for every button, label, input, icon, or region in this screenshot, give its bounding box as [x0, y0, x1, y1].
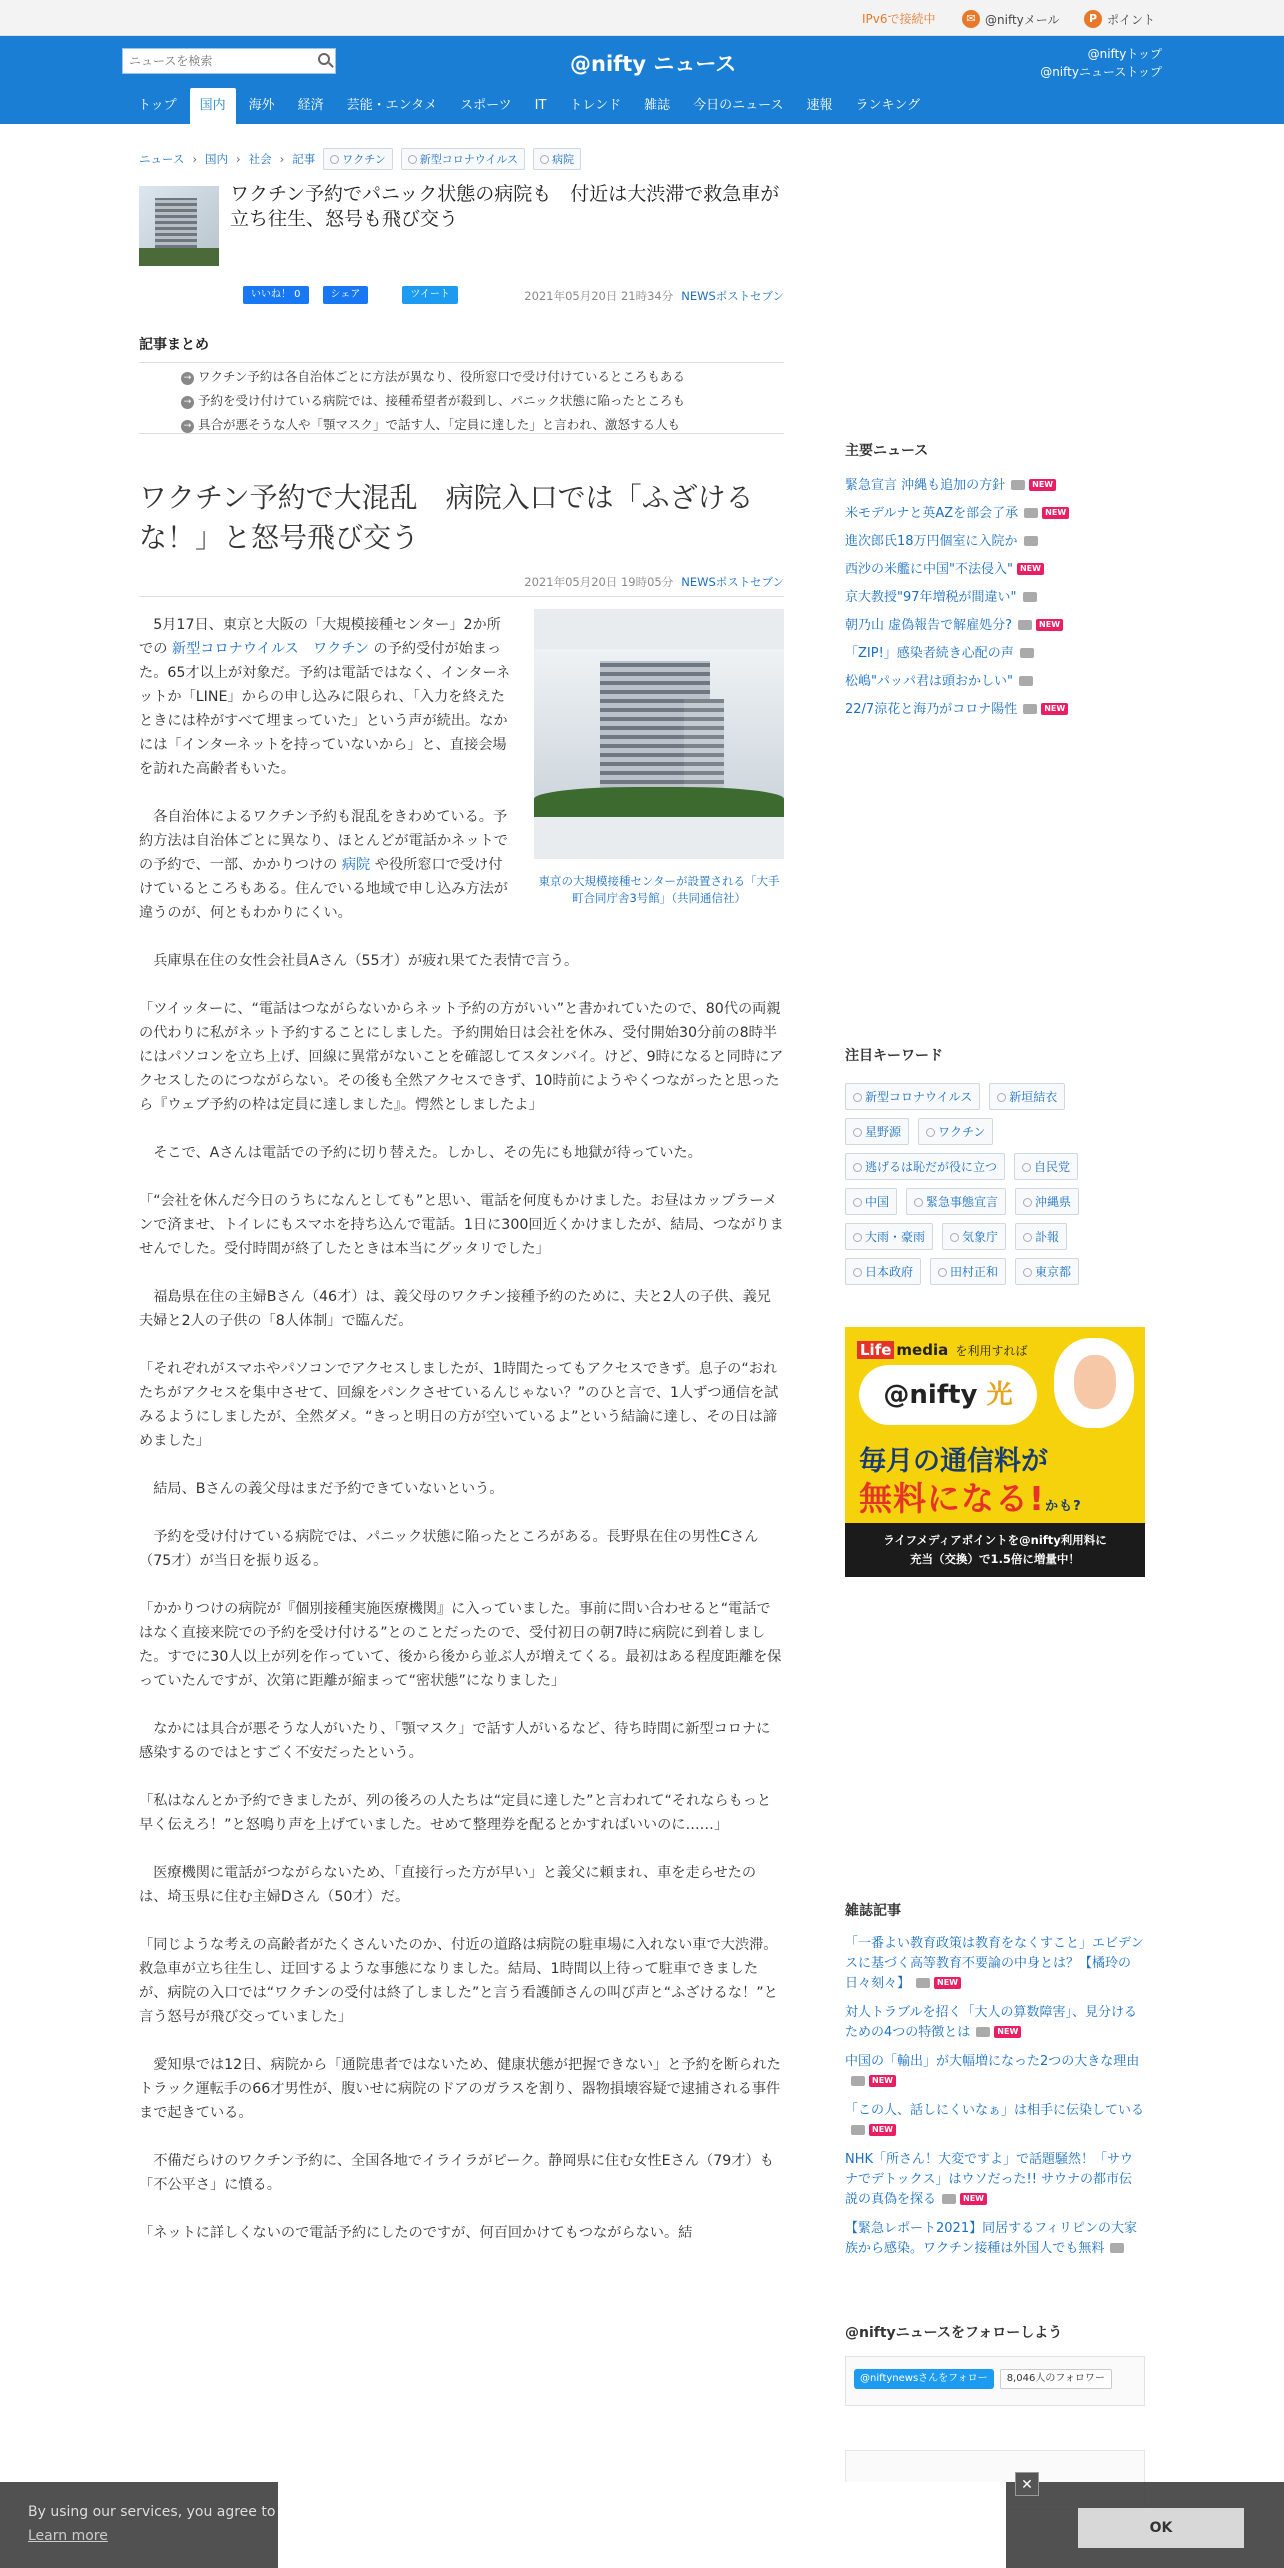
- camera-icon: [1023, 704, 1037, 714]
- main-news-item[interactable]: [845, 612, 1145, 640]
- main-news-item[interactable]: [845, 668, 1145, 696]
- quote-paragraph: 「“会社を休んだ今日のうちになんとしても”と思い、電話を何度もかけました。お昼はカップラーメンで済ませ、トイレにもスマホを持ち込んで電話。1日に300回近くかけましたが、結局、つながりませんでした。受付時間が終了したときは本当にグッタリでした」: [139, 1193, 784, 1257]
- magazine-link[interactable]: 「一番よい教育政策は教育をなくすこと」エビデンスに基づく高等教育不要論の中身とは？【橘玲の日々刻々】: [845, 1936, 1144, 1991]
- share-button[interactable]: シェア: [323, 286, 369, 304]
- story-source-link[interactable]: NEWSポストセブン: [681, 289, 784, 303]
- nav-tab[interactable]: 今日のニュース: [693, 98, 784, 113]
- magazine-link[interactable]: 対人トラブルを招く「大人の算数障害」、見分けるための4つの特徴とは: [845, 2005, 1137, 2040]
- nav-tab[interactable]: 海外: [248, 98, 275, 113]
- new-badge: NEW: [1036, 619, 1063, 631]
- main-news-item[interactable]: [845, 696, 1145, 724]
- paragraph: 不備だらけのワクチン予約に、全国各地でイライラがピーク。静岡県に住む女性Eさん（79才）も「不公平さ」に憤る。: [139, 2153, 774, 2193]
- link-vaccine[interactable]: ワクチン: [312, 641, 369, 657]
- main-news-item[interactable]: [845, 584, 1145, 612]
- main-column: [139, 148, 784, 2269]
- keywords-section: [845, 1045, 1145, 1285]
- article-body: [139, 613, 784, 2245]
- main-news-link[interactable]: 西沙の米艦に中国"不法侵入": [845, 562, 1013, 577]
- camera-icon: [976, 2027, 990, 2037]
- learn-more-link[interactable]: Learn more: [28, 2528, 108, 2544]
- main-news-list: [845, 472, 1145, 724]
- nav-tab[interactable]: トレンド: [569, 98, 622, 113]
- main-news-title: 主要ニュース: [845, 443, 929, 459]
- nav-tab[interactable]: ランキング: [855, 98, 921, 113]
- camera-icon: [1019, 676, 1033, 686]
- follower-count: 8,046人のフォロワー: [1000, 2369, 1112, 2389]
- photo-image: [534, 609, 784, 859]
- paragraph: 医療機関に電話がつながらないため、「直接行った方が早い」と義父に頼まれ、車を走らせたのは、埼玉県に住む主婦Dさん（50才）だ。: [139, 1865, 757, 1905]
- breadcrumb-article[interactable]: 記事: [292, 152, 316, 166]
- divider: [139, 596, 784, 597]
- keyword-tag[interactable]: 田村正和: [930, 1258, 1006, 1285]
- summary-item: → 具合が悪そうな人や「顎マスク」で話す人、「定員に達した」と言われ、激怒する人も: [181, 413, 784, 437]
- ad-nifty-hikari: @nifty 光: [859, 1365, 1037, 1425]
- point-link[interactable]: [1084, 10, 1155, 28]
- tweet-button[interactable]: ツイート: [402, 286, 458, 304]
- keyword-tag[interactable]: 訃報: [1015, 1223, 1067, 1250]
- quote-paragraph: 「ネットに詳しくないので電話予約にしたのですが、何百回かけてもつながらない。結: [139, 2225, 693, 2241]
- paragraph: 愛知県では12日、病院から「通院患者ではないため、健康状態が把握できない」と予約を断られたトラック運転手の66才男性が、腹いせに病院のドアのガラスを割り、器物損壊容疑で逮捕される事件まで起きている。: [139, 2057, 781, 2121]
- paragraph: そこで、Aさんは電話での予約に切り替えた。しかし、その先にも地獄が待っていた。: [153, 1145, 702, 1161]
- tag-covid[interactable]: 新型コロナウイルス: [401, 148, 525, 170]
- magazine-link[interactable]: 中国の「輸出」が大幅増になった2つの大きな理由: [845, 2054, 1140, 2069]
- nifty-news-logo[interactable]: @nifty ニュース: [570, 52, 737, 76]
- article-title: ワクチン予約で大混乱 病院入口では「ふざけるな！」と怒号飛び交う: [139, 481, 754, 554]
- paragraph: 5月17日、東京と大阪の「大規模接種センター」2か所での 新型コロナウイルス ワクチン の予約受付が始まった。65才以上が対象だ。予約は電話ではなく、インターネットか「LINE」からの申し込みに限られ、「入力を終えたときには枠がすべて埋まっていた」という声が続出。なかには「インターネットを持っていないから」と、直接会場を訪れた高齢者もいた。: [139, 617, 511, 777]
- keyword-tag[interactable]: 気象庁: [942, 1223, 1006, 1250]
- paragraph: 福島県在住の主婦Bさん（46才）は、義父母のワクチン接種予約のために、夫と2人の子供、義兄夫婦と2人の子供の「8人体制」で臨んだ。: [139, 1289, 771, 1329]
- new-badge: NEW: [869, 2124, 896, 2136]
- camera-icon: [942, 2194, 956, 2204]
- sheep-mascot-icon: [1049, 1333, 1139, 1443]
- mail-label: @niftyメール: [985, 12, 1060, 27]
- magazine-link[interactable]: 「この人、話しにくいなぁ」は相手に伝染している: [845, 2103, 1145, 2118]
- lifemedia-ad-banner[interactable]: [845, 1327, 1145, 1577]
- point-icon: P: [1084, 10, 1102, 28]
- paragraph: 兵庫県在住の女性会社員Aさん（55才）が疲れ果てた表情で言う。: [153, 953, 579, 969]
- keyword-tag[interactable]: 沖縄県: [1015, 1188, 1079, 1215]
- main-news-section: [845, 440, 1145, 724]
- photo-caption[interactable]: 東京の大規模接種センターが設置される「大手町合同庁舎3号館」（共同通信社）: [538, 874, 780, 905]
- news-search: [122, 48, 336, 74]
- new-badge: NEW: [994, 2026, 1021, 2038]
- nav-tab[interactable]: 速報: [806, 98, 833, 113]
- new-badge: NEW: [934, 1977, 961, 1989]
- quote-paragraph: 「それぞれがスマホやパソコンでアクセスしましたが、1時間たってもアクセスできず。息子の“おれたちがアクセスを集中させて、回線をパンクさせているんじゃない？”のひと言で、1人ずつ通信を試みるようにしましたが、全然ダメ。“きっと明日の方が空いているよ”という結論に達し、その日は諦めました」: [139, 1361, 779, 1449]
- nav-tab[interactable]: 芸能・エンタメ: [346, 98, 438, 113]
- new-badge: NEW: [869, 2075, 896, 2087]
- story-meta: [524, 288, 784, 304]
- follow-section: [845, 2322, 1145, 2406]
- story-thumbnail: [139, 186, 219, 266]
- category-nav: [128, 88, 933, 124]
- cookie-ok-button[interactable]: OK: [1078, 2508, 1244, 2548]
- nav-tab[interactable]: スポーツ: [460, 98, 512, 113]
- main-news-item[interactable]: [845, 500, 1145, 528]
- overlay-ad-popup: [278, 2482, 1006, 2568]
- camera-icon: [1024, 536, 1038, 546]
- article-date: 2021年05月20日 19時05分: [524, 575, 674, 589]
- magazine-section: [845, 1900, 1145, 2268]
- keyword-tag[interactable]: 中国: [845, 1188, 897, 1215]
- keyword-tag[interactable]: ワクチン: [918, 1118, 993, 1145]
- ad-footer: ライフメディアポイントを@nifty利用料に 充当（交換）で1.5倍に増量中！: [845, 1523, 1145, 1577]
- article-meta: [139, 574, 784, 590]
- nav-tab[interactable]: 経済: [297, 98, 324, 113]
- quote-paragraph: 「同じような考えの高齢者がたくさんいたのか、付近の道路は病院の駐車場に入れない車で大渋滞。救急車が立ち往生し、迂回するような事態になりました。結局、1時間以上待って駐車できましたが、病院の入口では“ワクチンの受付は終了しました”と言う看護師さんの叫び声と“ふざけるな！”と言う怒号が飛び交っていました」: [139, 1937, 778, 2025]
- main-news-link[interactable]: 米モデルナと英AZを部会了承: [845, 506, 1019, 521]
- ad-line1: 毎月の通信料が: [859, 1446, 1048, 1477]
- paragraph: なかには具合が悪そうな人がいたり、「顎マスク」で話す人がいるなど、待ち時間に新型コロナに感染するのではとすごく不安だったという。: [139, 1721, 771, 1761]
- quote-paragraph: 「私はなんとか予約できましたが、列の後ろの人たちは“定員に達した”と言われて“それならもっと早く伝えろ！”と怒鳴り声を上げていました。せめて整理券を配るとかすればいいのに……」: [139, 1793, 772, 1833]
- follow-widget: [845, 2356, 1145, 2406]
- magazine-link[interactable]: NHK「所さん！大変ですよ」で話題騒然！「サウナでデトックス」はウソだった!! サウナの都市伝説の真偽を探る: [845, 2152, 1134, 2207]
- social-buttons: [243, 286, 458, 304]
- twitter-follow-button[interactable]: @niftynewsさんをフォロー: [854, 2369, 994, 2389]
- paragraph: 結局、Bさんの義父母はまだ予約できていないという。: [153, 1481, 504, 1497]
- ad-brand: Life media を利用すれば: [857, 1341, 1027, 1359]
- new-badge: NEW: [1041, 703, 1068, 715]
- follow-title: @niftyニュースをフォローしよう: [845, 2325, 1063, 2341]
- camera-icon: [851, 2076, 865, 2086]
- main-news-link[interactable]: 進次郎氏18万円個室に入院か: [845, 534, 1018, 549]
- paragraph: 各自治体によるワクチン予約も混乱をきわめている。予約方法は自治体ごとに異なり、ほとんどが電話かネットでの予約で、一部、かかりつけの 病院 や役所窓口で受け付けているところもある。住んでいる地域で申し込み方法が違うのが、何ともわかりにくい。: [139, 809, 508, 921]
- main-news-item[interactable]: [845, 528, 1145, 556]
- paragraph: 予約を受け付けている病院では、パニック状態に陥ったところがある。長野県在住の男性Cさん（75才）が当日を振り返る。: [139, 1529, 759, 1569]
- story-title: ワクチン予約でパニック状態の病院も 付近は大渋滞で救急車が立ち往生、怒号も飛び交う: [230, 183, 780, 230]
- magazine-item[interactable]: [845, 2101, 1145, 2141]
- like-button[interactable]: いいね！ 0: [243, 286, 309, 304]
- quote-paragraph: 「かかりつけの病院が『個別接種実施医療機関』に入っていました。事前に問い合わせると“電話ではなく直接来院での予約を受け付ける”とのことだったので、受付初日の朝7時に病院に到着しました。すでに30人以上が列を作っていて、後から後から並ぶ人が増えてくる。最初はある程度距離を保っていたんですが、次第に距離が縮まって“密状態”になりました」: [139, 1601, 782, 1689]
- magazine-item[interactable]: [845, 2219, 1145, 2259]
- keyword-tag[interactable]: 逃げるは恥だが役に立つ: [845, 1153, 1005, 1180]
- magazine-item[interactable]: [845, 2003, 1145, 2043]
- camera-icon: [1024, 508, 1038, 518]
- keyword-tag[interactable]: 新型コロナウイルス: [845, 1083, 980, 1110]
- main-news-item[interactable]: [845, 472, 1145, 500]
- keyword-list: [845, 1083, 1145, 1285]
- ipv6-status: IPv6で接続中: [862, 12, 936, 26]
- magazine-list: [845, 1934, 1145, 2259]
- top-utility-bar: [0, 0, 1284, 36]
- story-header: [139, 183, 784, 303]
- nifty-news-top-link[interactable]: @niftyニューストップ: [1040, 65, 1162, 79]
- story-date: 2021年05月20日 21時34分: [524, 289, 674, 303]
- main-news-link[interactable]: 松嶋"パッパ君は頭おかしい": [845, 674, 1013, 689]
- breadcrumb-society[interactable]: 社会: [248, 152, 272, 166]
- nav-tab[interactable]: 国内: [190, 88, 236, 124]
- breadcrumb: ニュース › 国内 › 社会 › 記事 ワクチン 新型コロナウイルス 病院: [139, 148, 784, 170]
- camera-icon: [1023, 592, 1037, 602]
- main-news-link[interactable]: 朝乃山 虚偽報告で解雇処分?: [845, 618, 1013, 633]
- mail-icon: ✉: [962, 10, 980, 28]
- camera-icon: [1018, 620, 1032, 630]
- tag-vaccine[interactable]: ワクチン: [323, 148, 392, 170]
- magazine-item[interactable]: [845, 2150, 1145, 2210]
- keyword-tag[interactable]: 日本政府: [845, 1258, 921, 1285]
- new-badge: NEW: [1017, 563, 1044, 575]
- nav-tab[interactable]: IT: [534, 98, 547, 113]
- tag-hospital[interactable]: 病院: [533, 148, 581, 170]
- point-label: ポイント: [1107, 12, 1156, 27]
- main-news-link[interactable]: 「ZIP!」感染者続き心配の声: [845, 646, 1014, 661]
- main-news-link[interactable]: 緊急宣言 沖縄も追加の方針: [845, 478, 1006, 493]
- link-covid[interactable]: 新型コロナウイルス: [171, 641, 299, 657]
- link-hospital[interactable]: 病院: [341, 857, 371, 873]
- summary-list: [139, 362, 784, 434]
- quote-paragraph: 「ツイッターに、“電話はつながらないからネット予約の方がいい”と書かれていたので、80代の両親の代わりに私がネット予約することにしました。予約開始日は会社を休み、受付開始30分前の8時半にはパソコンを立ち上げ、回線に異常がないことを確認してスタンバイ。けど、9時になると同時にアクセスしたのにつながらない。その後も全然アクセスできず、10時前にようやくつながったと思ったら『ウェブ予約の枠は定員に達しました』。愕然としましたよ」: [139, 1001, 784, 1113]
- camera-icon: [1110, 2243, 1124, 2253]
- magazine-link[interactable]: 【緊急レポート2021】同居するフィリピンの大家族から感染。ワクチン接種は外国人でも無料: [845, 2221, 1138, 2256]
- breadcrumb-news[interactable]: ニュース: [139, 152, 185, 166]
- search-input[interactable]: [123, 49, 303, 73]
- header-links: [1040, 45, 1162, 81]
- keyword-tag[interactable]: 大雨・豪雨: [845, 1223, 933, 1250]
- magazine-title: 雑誌記事: [845, 1903, 901, 1919]
- camera-icon: [851, 2125, 865, 2135]
- keyword-tag[interactable]: 東京都: [1015, 1258, 1079, 1285]
- main-news-link[interactable]: 京大教授"97年増税が間違い": [845, 590, 1017, 605]
- magazine-item[interactable]: [845, 2052, 1145, 2092]
- new-badge: NEW: [1029, 479, 1056, 491]
- nifty-mail-link[interactable]: [962, 10, 1060, 28]
- summary-item: → ワクチン予約は各自治体ごとに方法が異なり、役所窓口で受け付けているところもある: [181, 365, 784, 389]
- breadcrumb-domestic[interactable]: 国内: [205, 152, 229, 166]
- keyword-tag[interactable]: 自民党: [1014, 1153, 1078, 1180]
- ad-line2: 無料になる!かも?: [859, 1479, 1082, 1518]
- nav-tab[interactable]: 雑誌: [644, 98, 671, 113]
- main-news-item[interactable]: [845, 556, 1145, 584]
- camera-icon: [1020, 648, 1034, 658]
- keyword-tag[interactable]: 新垣結衣: [989, 1083, 1065, 1110]
- main-news-link[interactable]: 22/7涼花と海乃がコロナ陽性: [845, 702, 1018, 717]
- new-badge: NEW: [1042, 507, 1069, 519]
- article-photo[interactable]: [534, 609, 784, 907]
- camera-icon: [916, 1978, 930, 1988]
- magazine-item[interactable]: [845, 1934, 1145, 1994]
- nav-tab[interactable]: トップ: [138, 98, 177, 113]
- site-header: [0, 36, 1284, 124]
- article-source-link[interactable]: NEWSポストセブン: [681, 575, 784, 589]
- nifty-top-link[interactable]: @niftyトップ: [1087, 47, 1162, 61]
- summary-title: 記事まとめ: [139, 337, 209, 353]
- new-badge: NEW: [960, 2193, 987, 2205]
- keyword-tag[interactable]: 緊急事態宣言: [906, 1188, 1006, 1215]
- search-icon[interactable]: [318, 53, 330, 65]
- close-icon[interactable]: ✕: [1015, 2472, 1039, 2496]
- keywords-title: 注目キーワード: [845, 1048, 943, 1064]
- cookie-text: By using our services, you agree to: [28, 2504, 276, 2520]
- keyword-tag[interactable]: 星野源: [845, 1118, 909, 1145]
- camera-icon: [1011, 480, 1025, 490]
- summary-item: → 予約を受け付けている病院では、接種希望者が殺到し、パニック状態に陥ったところも: [181, 389, 784, 413]
- main-news-item[interactable]: [845, 640, 1145, 668]
